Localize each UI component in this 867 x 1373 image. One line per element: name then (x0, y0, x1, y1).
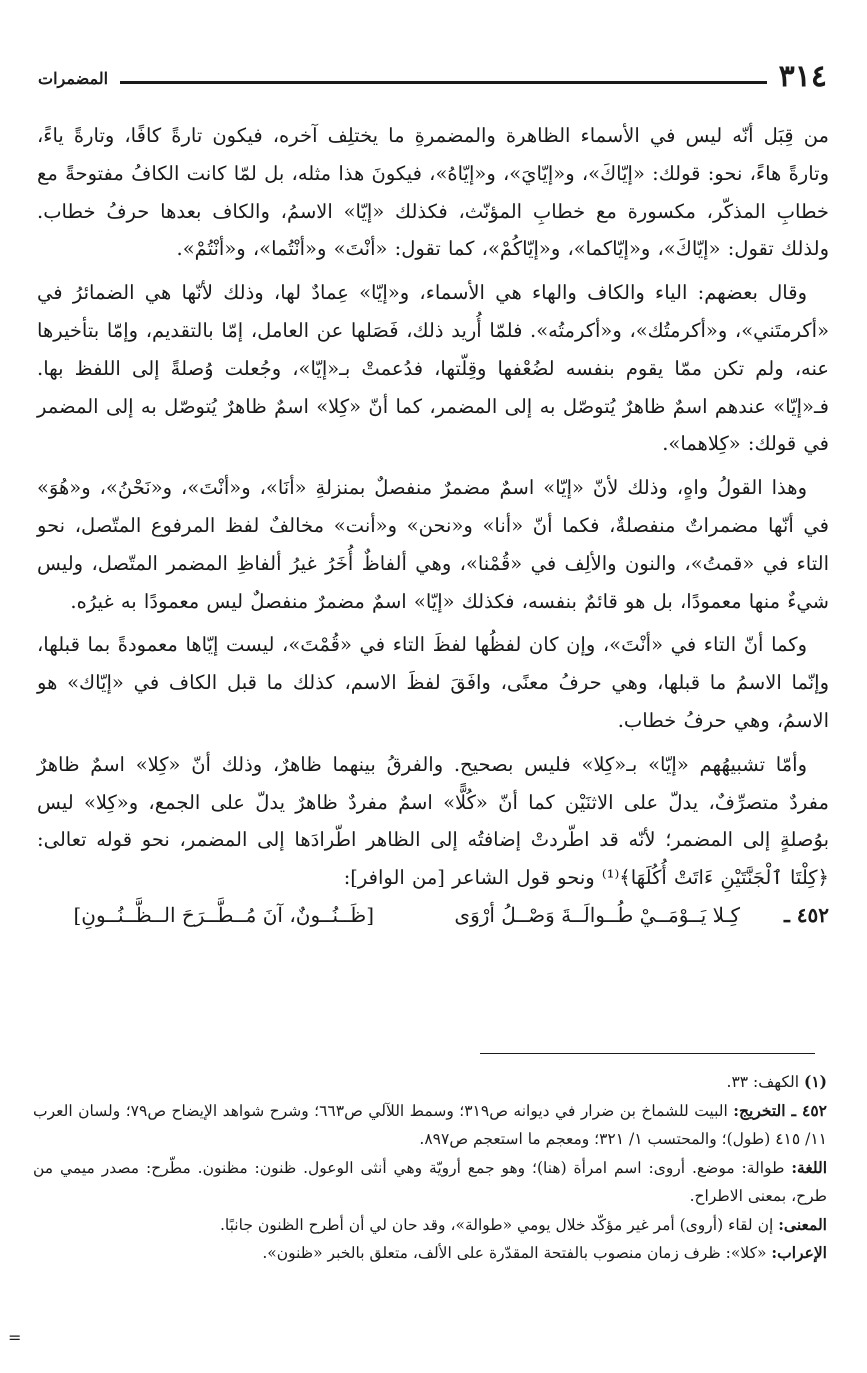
footnote (33, 1211, 827, 1240)
footnote-label: ٤٥٢ ـ التخريج: (733, 1100, 827, 1120)
main-text (37, 117, 829, 927)
continuation-mark: = (8, 1328, 22, 1347)
paragraph: من قِبَل أنّه ليس في الأسماء الظاهرة والمضمرةِ ما يختلِف آخره، فيكون تارةً كافًا، وتارةً ياءً، وتارةً هاءً، نحو: قولك: «إيّاكَ»، و«إيّايَ»، و«إيّاهُ»، فيكونَ هذا مثله، بل لمّا كانت الكافُ مفتوحةً مع خطابِ المذكّر، مكسورة مع خطابِ المؤنّث، فكذلك «إيّا» الاسمُ، والكاف بعدها حرفُ خطاب. ولذلك تقول: «إيّاكَ»، و«إيّاكما»، و«إيّاكُمْ»، كما تقول: «أنْتَ» و«أنْتُما»، و«أنْتُمْ». (37, 124, 829, 261)
footnotes (33, 1068, 827, 1268)
paragraph: وكما أنّ التاء في «أنْتَ»، وإن كان لفظُها لفظَ التاء في «قُمْتَ»، ليست إيّاها معمودةً بما قبلها، وإنّما الاسمُ ما قبلها، وهي حرفُ معنًى، وافَقَ لفظَ الاسم، كذلك ما قبل الكاف في «إيّاك» هو الاسمُ، وهي حرفُ خطاب. (37, 633, 829, 732)
footnote (33, 1239, 827, 1268)
footnote-label: المعنى: (778, 1214, 827, 1234)
header-rule (120, 81, 767, 84)
footnote-text: إن لقاء (أروى) أمر غير مؤكّد خلال يومي «طوالة»، وقد حان لي أن أطرح الظنون جانبًا. (219, 1215, 774, 1234)
footnote (33, 1068, 827, 1097)
paragraph: وهذا القولُ واهٍ، وذلك لأنّ «إيّا» اسمٌ مضمرٌ منفصلٌ بمنزلةِ «أنَا»، و«أنْتَ»، و«نَحْنُ»، و«هُوَ» في أنّها مضمراتٌ منفصلةٌ، فكما أنّ «أنا» و«نحن» و«أنت» مخالفٌ لفظ المرفوع المتّصل، نحو التاء في «قمتُ»، والنون والألِف في «قُمْنا»، وهي ألفاظٌ أُخَرُ غيرُ ألفاظِ المضمر المتّصل، وليس شيءٌ منها معمودًا، بل هو قائمٌ بنفسه، فكذلك «إيّا» اسمٌ مضمرٌ منفصلٌ ليس معمودًا به غيرُه. (37, 476, 829, 613)
verse-second-hemistich: [ظَــنُــونٌ، آنَ مُــطَّــرَحَ الــظَّــنُــونِ] (73, 902, 375, 927)
page-header (38, 52, 827, 92)
paragraph: وقال بعضهم: الياء والكاف والهاء هي الأسماء، و«إيّا» عِمادٌ لها، وذلك لأنّها هي الضمائرُ في «أكرمتَني»، و«أكرمتُك»، و«أكرمتُه». فلمّا أُريد ذلك، فَصَلها عن العامل، إمّا بالتقديم، وإمّا بتأخيرها عنه، ولم تكن ممّا يقوم بنفسه لضُعْفها وقِلّتها، فدُعمتْ بـ«إيّا»، وجُعلت وُصلةً إلى اللفظ بها. فـ«إيّا» عندهم اسمٌ ظاهرٌ يُتوصّل به إلى المضمر، كما أنّ «كِلا» اسمٌ ظاهرٌ يُتوصّل به إلى المضمر في قولك: «كِلاهما». (37, 281, 829, 456)
footnote-label: (١) (803, 1072, 827, 1091)
paragraph: وأمّا تشبيهُهم «إيّا» بـ«كِلا» فليس بصحيح. والفرقُ بينهما ظاهرٌ، وذلك أنّ «كِلا» اسمٌ ظاهرٌ مفردٌ متصرِّفٌ، يدلّ على الاثنَيْن كما أنّ «كُلًّا» اسمٌ مفردٌ ظاهرٌ يدلّ على الجمع، و«كِلا» ليس بوُصلةٍ إلى المضمر؛ لأنّه قد اطّردتْ إضافتُه إلى الظاهر اطّرادَها إلى المضمر، نحو قوله تعالى: ﴿كِلْتَا ٱلْجَنَّتَيْنِ ءَاتَتْ أُكُلَهَا﴾⁽¹⁾ ونحو قول الشاعر [من الوافر]: (37, 752, 829, 890)
footnote-text: طوالة: موضع. أروى: اسم امرأة (هنا)؛ وهو جمع أرويّة وهي أنثى الوعول. ظنون: مظنون. مطّرح: مصدر ميمي من طرح، بمعنى الاطراح. (33, 1158, 827, 1205)
chapter-title: المضمرات (38, 69, 109, 88)
footnote-label: الإعراب: (771, 1243, 827, 1262)
footnote (33, 1154, 827, 1211)
verse-number: ٤٥٢ ـ (783, 902, 829, 927)
verse-first-hemistich: كِـلا يَــوْمَــيْ طُــوالَــةَ وَصْــلُ أرْوَى (454, 902, 740, 927)
footnote-text: «كلا»: ظرف زمان منصوب بالفتحة المقدّرة على الألف، متعلق بالخبر «ظنون». (262, 1244, 767, 1262)
footnote-separator (480, 1053, 815, 1054)
footnote-text: الكهف: ٣٣. (726, 1073, 800, 1091)
footnote (33, 1097, 827, 1154)
poetry-verse (37, 903, 829, 927)
footnote-label: اللغة: (791, 1157, 827, 1177)
footnote-text: البيت للشماخ بن ضرار في ديوانه ص٣١٩؛ وسمط اللآلي ص٦٦٣؛ وشرح شواهد الإيضاح ص٧٩؛ ولسان العرب ١١/ ٤١٥ (طول)؛ والمحتسب ١/ ٣٢١؛ ومعجم ما استعجم ص٨٩٧. (33, 1101, 827, 1148)
page-number: ٣١٤ (778, 59, 827, 94)
